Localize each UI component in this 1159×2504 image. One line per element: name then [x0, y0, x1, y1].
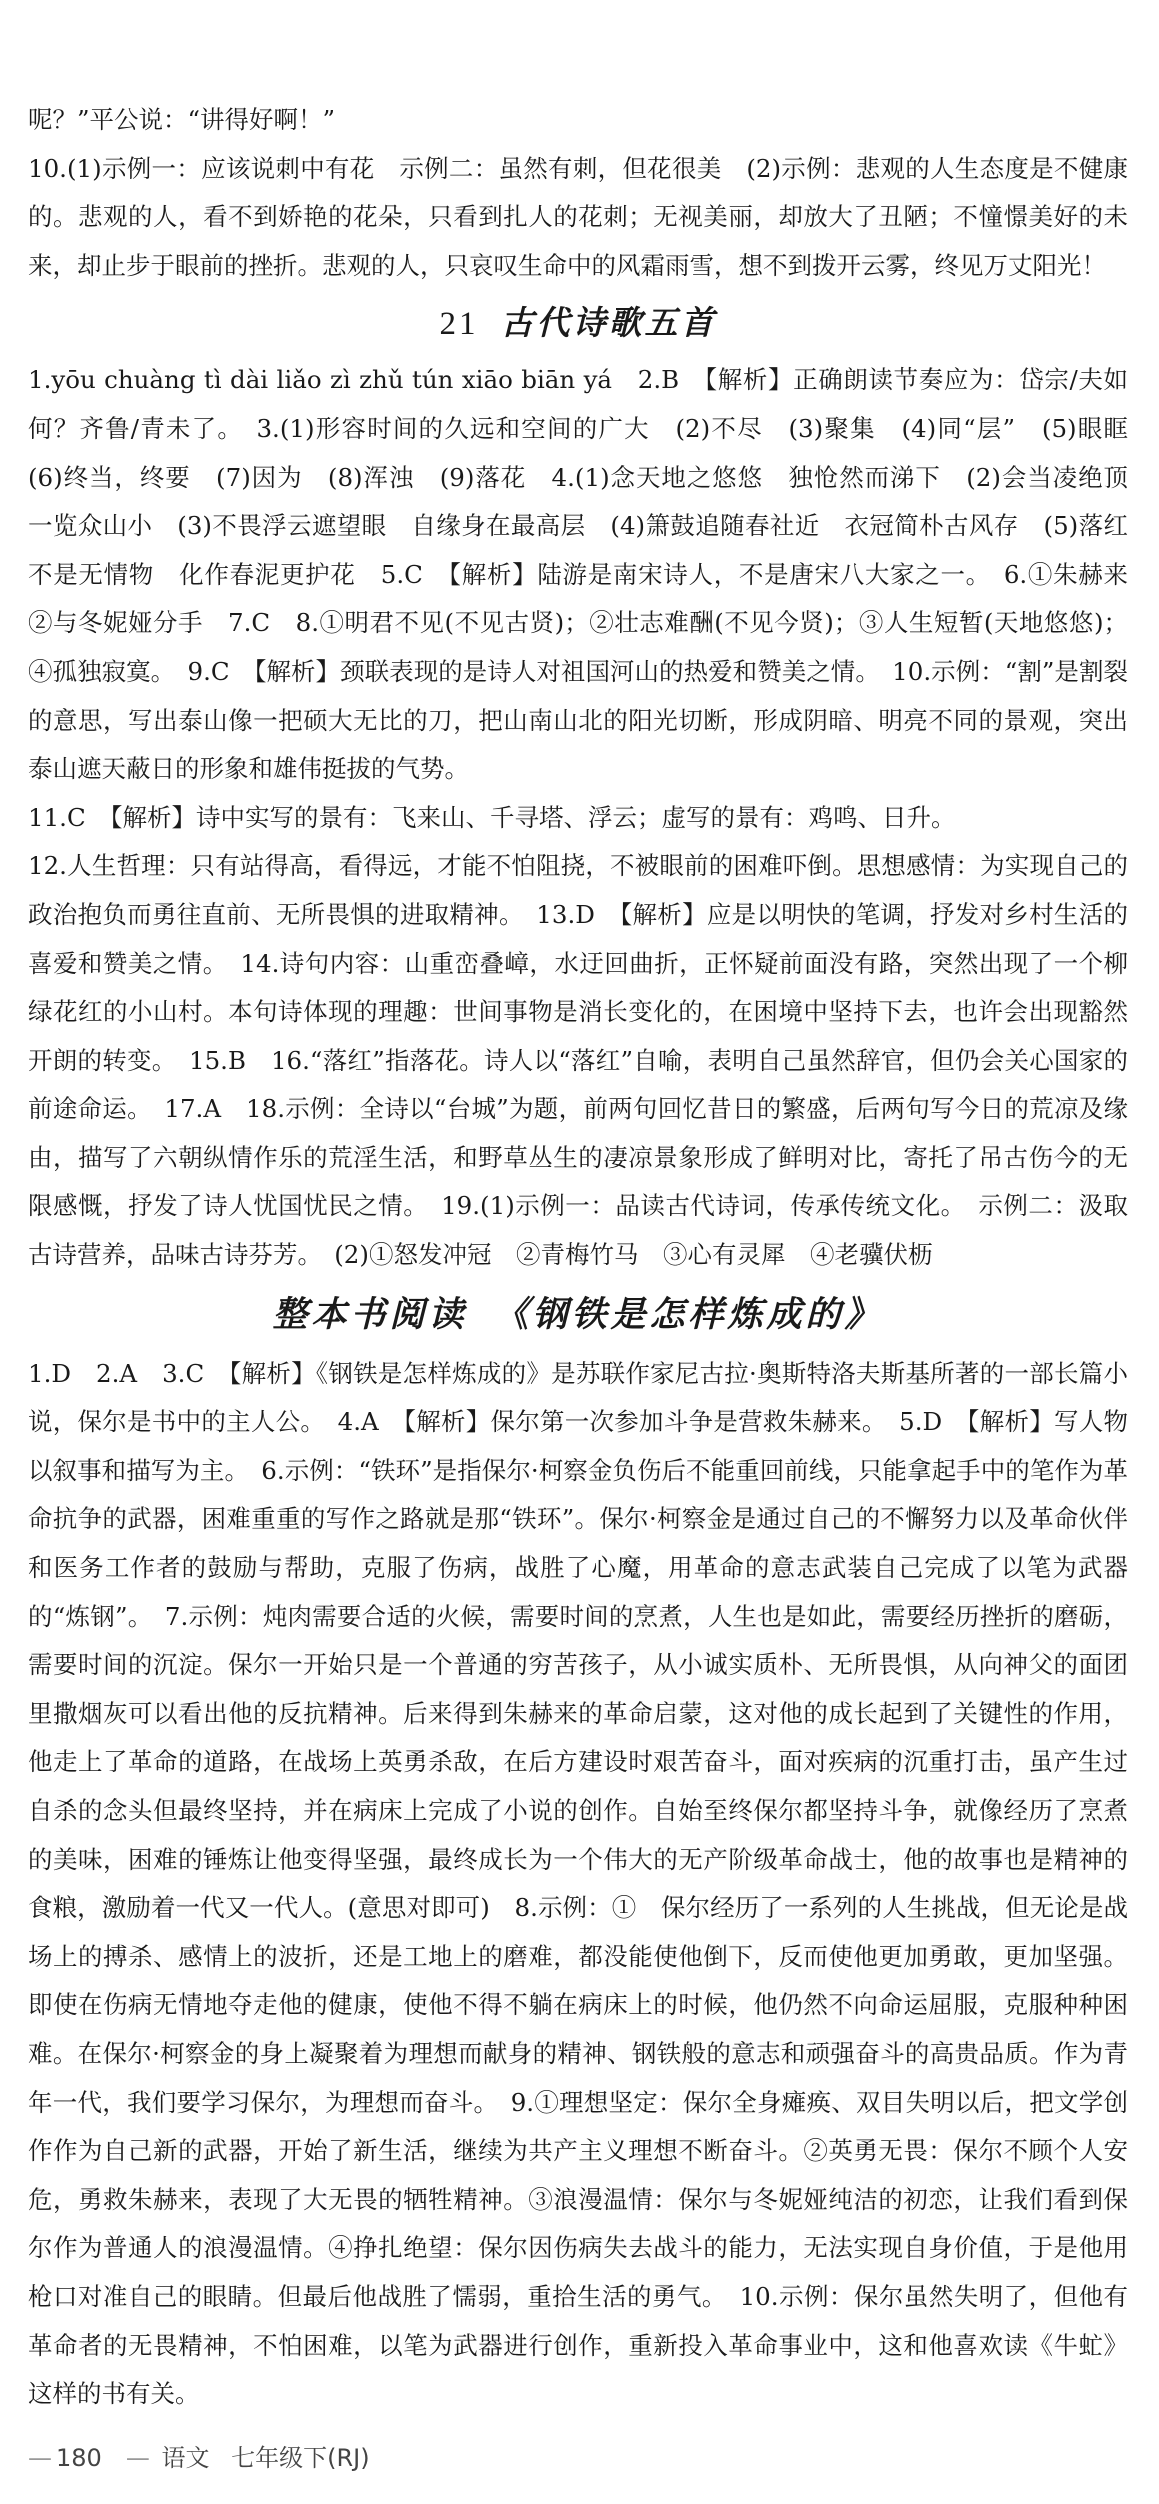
grade-label: 七年级下(RJ) — [231, 2444, 370, 2472]
paragraph-poems-q11: 11.C 【解析】诗中实写的景有：飞来山、千寻塔、浮云；虚写的景有：鸡鸣、日升。 — [28, 802, 956, 832]
paragraph-steel-answers: 1.D 2.A 3.C 【解析】《钢铁是怎样炼成的》是苏联作家尼古拉·奥斯特洛夫斯基所著的一部长篇小说，保尔是书中的主人公。 4.A 【解析】保尔第一次参加斗争是营救朱赫来。 5.D 【解析】写人物以叙事和描写为主。 6.示例：“铁环”是指保尔·柯察金负伤后不能重回前线，只能拿起手中的笔作为革命抗争的武器，困难重重的写作之路就是那“铁环”。保尔·柯察金是通过自己的不懈努力以及革命伙伴和医务工作者的鼓励与帮助，克服了伤病，战胜了心魔，用革命的意志武装自己完成了以笔为武器的“炼钢”。 7.示例：炖肉需要合适的火候，需要时间的烹煮，人生也是如此，需要经历挫折的磨砺，需要时间的沉淀。保尔一开始只是一个普通的穷苦孩子，从小诚实质朴、无所畏惧，从向神父的面团里撒烟灰可以看出他的反抗精神。后来得到朱赫来的革命启蒙，这对他的成长起到了关键性的作用，他走上了革命的道路，在战场上英勇杀敌，在后方建设时艰苦奋斗，面对疾病的沉重打击，虽产生过自杀的念头但最终坚持，并在病床上完成了小说的创作。自始至终保尔都坚持斗争，就像经历了烹煮的美味，困难的锤炼让他变得坚强，最终成长为一个伟大的无产阶级革命战士，他的故事也是精神的食粮，激励着一代又一代人。(意思对即可) 8.示例：① 保尔经历了一系列的人生挑战，但无论是战场上的搏杀、感情上的波折，还是工地上的磨难，都没能使他倒下，反而使他更加勇敢，更加坚强。即使在伤病无情地夺走他的健康，使他不得不躺在病床上的时候，他仍然不向命运屈服，克服种种困难。在保尔·柯察金的身上凝聚着为理想而献身的精神、钢铁般的意志和顽强奋斗的高贵品质。作为青年一代，我们要学习保尔，为理想而奋斗。 9.①理想坚定：保尔全身瘫痪、双目失明以后，把文学创作作为自己新的武器，开始了新生活，继续为共产主义理想不断奋斗。②英勇无畏：保尔不顾个人安危，勇救朱赫来，表现了大无畏的牺牲精神。③浪漫温情：保尔与冬妮娅纯洁的初恋，让我们看到保尔作为普通人的浪漫温情。④挣扎绝望：保尔因伤病失去战斗的能力，无法实现自身价值，于是他用枪口对准自己的眼睛。但最后他战胜了懦弱，重拾生活的勇气。 10.示例：保尔虽然失明了，但他有革命者的无畏精神，不怕困难，以笔为武器进行创作，重新投入革命事业中，这和他喜欢读《牛虻》这样的书有关。 — [28, 1358, 1128, 2409]
paragraph-poems-q12-19: 12.人生哲理：只有站得高，看得远，才能不怕阻挠，不被眼前的困难吓倒。思想感情：为实现自己的政治抱负而勇往直前、无所畏惧的进取精神。 13.D 【解析】应是以明快的笔调，抒发对乡村生活的喜爱和赞美之情。 14.诗句内容：山重峦叠嶂，水迂回曲折，正怀疑前面没有路，突然出现了一个柳绿花红的小山村。本句诗体现的理趣：世间事物是消长变化的，在困境中坚持下去，也许会出现豁然开朗的转变。 15.B 16.“落红”指落花。诗人以“落红”自喻，表明自己虽然辞官，但仍会关心国家的前途命运。 17.A 18.示例：全诗以“台城”为题，前两句回忆昔日的繁盛，后两句写今日的荒凉及缘由，描写了六朝纵情作乐的荒淫生活，和野草丛生的凄凉景象形成了鲜明对比，寄托了吊古伤今的无限感慨，抒发了诗人忧国忧民之情。 19.(1)示例一：品读古代诗词，传承传统文化。 示例二：汲取古诗营养，品味古诗芬芳。 (2)①怒发冲冠 ②青梅竹马 ③心有灵犀 ④老骥伏枥 — [28, 851, 1128, 1270]
subject-label: 语文 — [161, 2444, 210, 2472]
paragraph-poems-q1-10: 1.yōu chuàng tì dài liǎo zì zhǔ tún xiāo biān yá 2.B 【解析】正确朗读节奏应为：岱宗/夫如何？齐鲁/青未了。 3.(1)形容时间的久远和空间的广大 (2)不尽 (3)聚集 (4)同“层” (5)眼眶 (6)终当，终要 (7)因为 (8)浑浊 (9)落花 4.(1)念天地之悠悠 独怆然而涕下 (2)会当凌绝顶 一览众山小 (3)不畏浮云遮望眼 自缘身在最高层 (4)箫鼓追随春社近 衣冠简朴古风存 (5)落红不是无情物 化作春泥更护花 5.C 【解析】陆游是南宋诗人，不是唐宋八大家之一。 6.①朱赫来 ②与冬妮娅分手 7.C 8.①明君不见(不见古贤)；②壮志难酬(不见今贤)；③人生短暂(天地悠悠)；④孤独寂寞。 9.C 【解析】颈联表现的是诗人对祖国河山的热爱和赞美之情。 10.示例：“割”是割裂的意思，写出泰山像一把硕大无比的刀，把山南山北的阳光切断，形成阴暗、明亮不同的景观，突出泰山遮天蔽日的形象和雄伟挺拔的气势。 — [28, 365, 1153, 784]
section-heading-21 — [28, 290, 1128, 356]
paragraph-lesson20-q10: 10.(1)示例一：应该说刺中有花 示例二：虽然有刺，但花很美 (2)示例：悲观的人生态度是不健康的。悲观的人，看不到娇艳的花朵，只看到扎人的花刺；无视美丽，却放大了丑陋；不憧憬美好的未来，却止步于眼前的挫折。悲观的人，只哀叹生命中的风霜雨雪，想不到拨开云雾，终见万丈阳光！ — [28, 153, 1128, 280]
page-number: 180 — [56, 2444, 102, 2472]
paragraph-lesson20-end: 呢？”平公说：“讲得好啊！” — [28, 105, 336, 134]
footer-dash-left: — — [28, 2444, 52, 2472]
footer-dash-right: — — [125, 2444, 150, 2472]
section-title: 古代诗歌五首 — [500, 303, 717, 343]
section-number: 21 — [439, 306, 479, 343]
page-footer — [28, 2440, 370, 2476]
answer-page — [28, 96, 1153, 2419]
whole-book-heading — [28, 1280, 1128, 1350]
whole-book-title: 《钢铁是怎样炼成的》 — [493, 1293, 884, 1335]
whole-book-label: 整本书阅读 — [272, 1293, 468, 1335]
